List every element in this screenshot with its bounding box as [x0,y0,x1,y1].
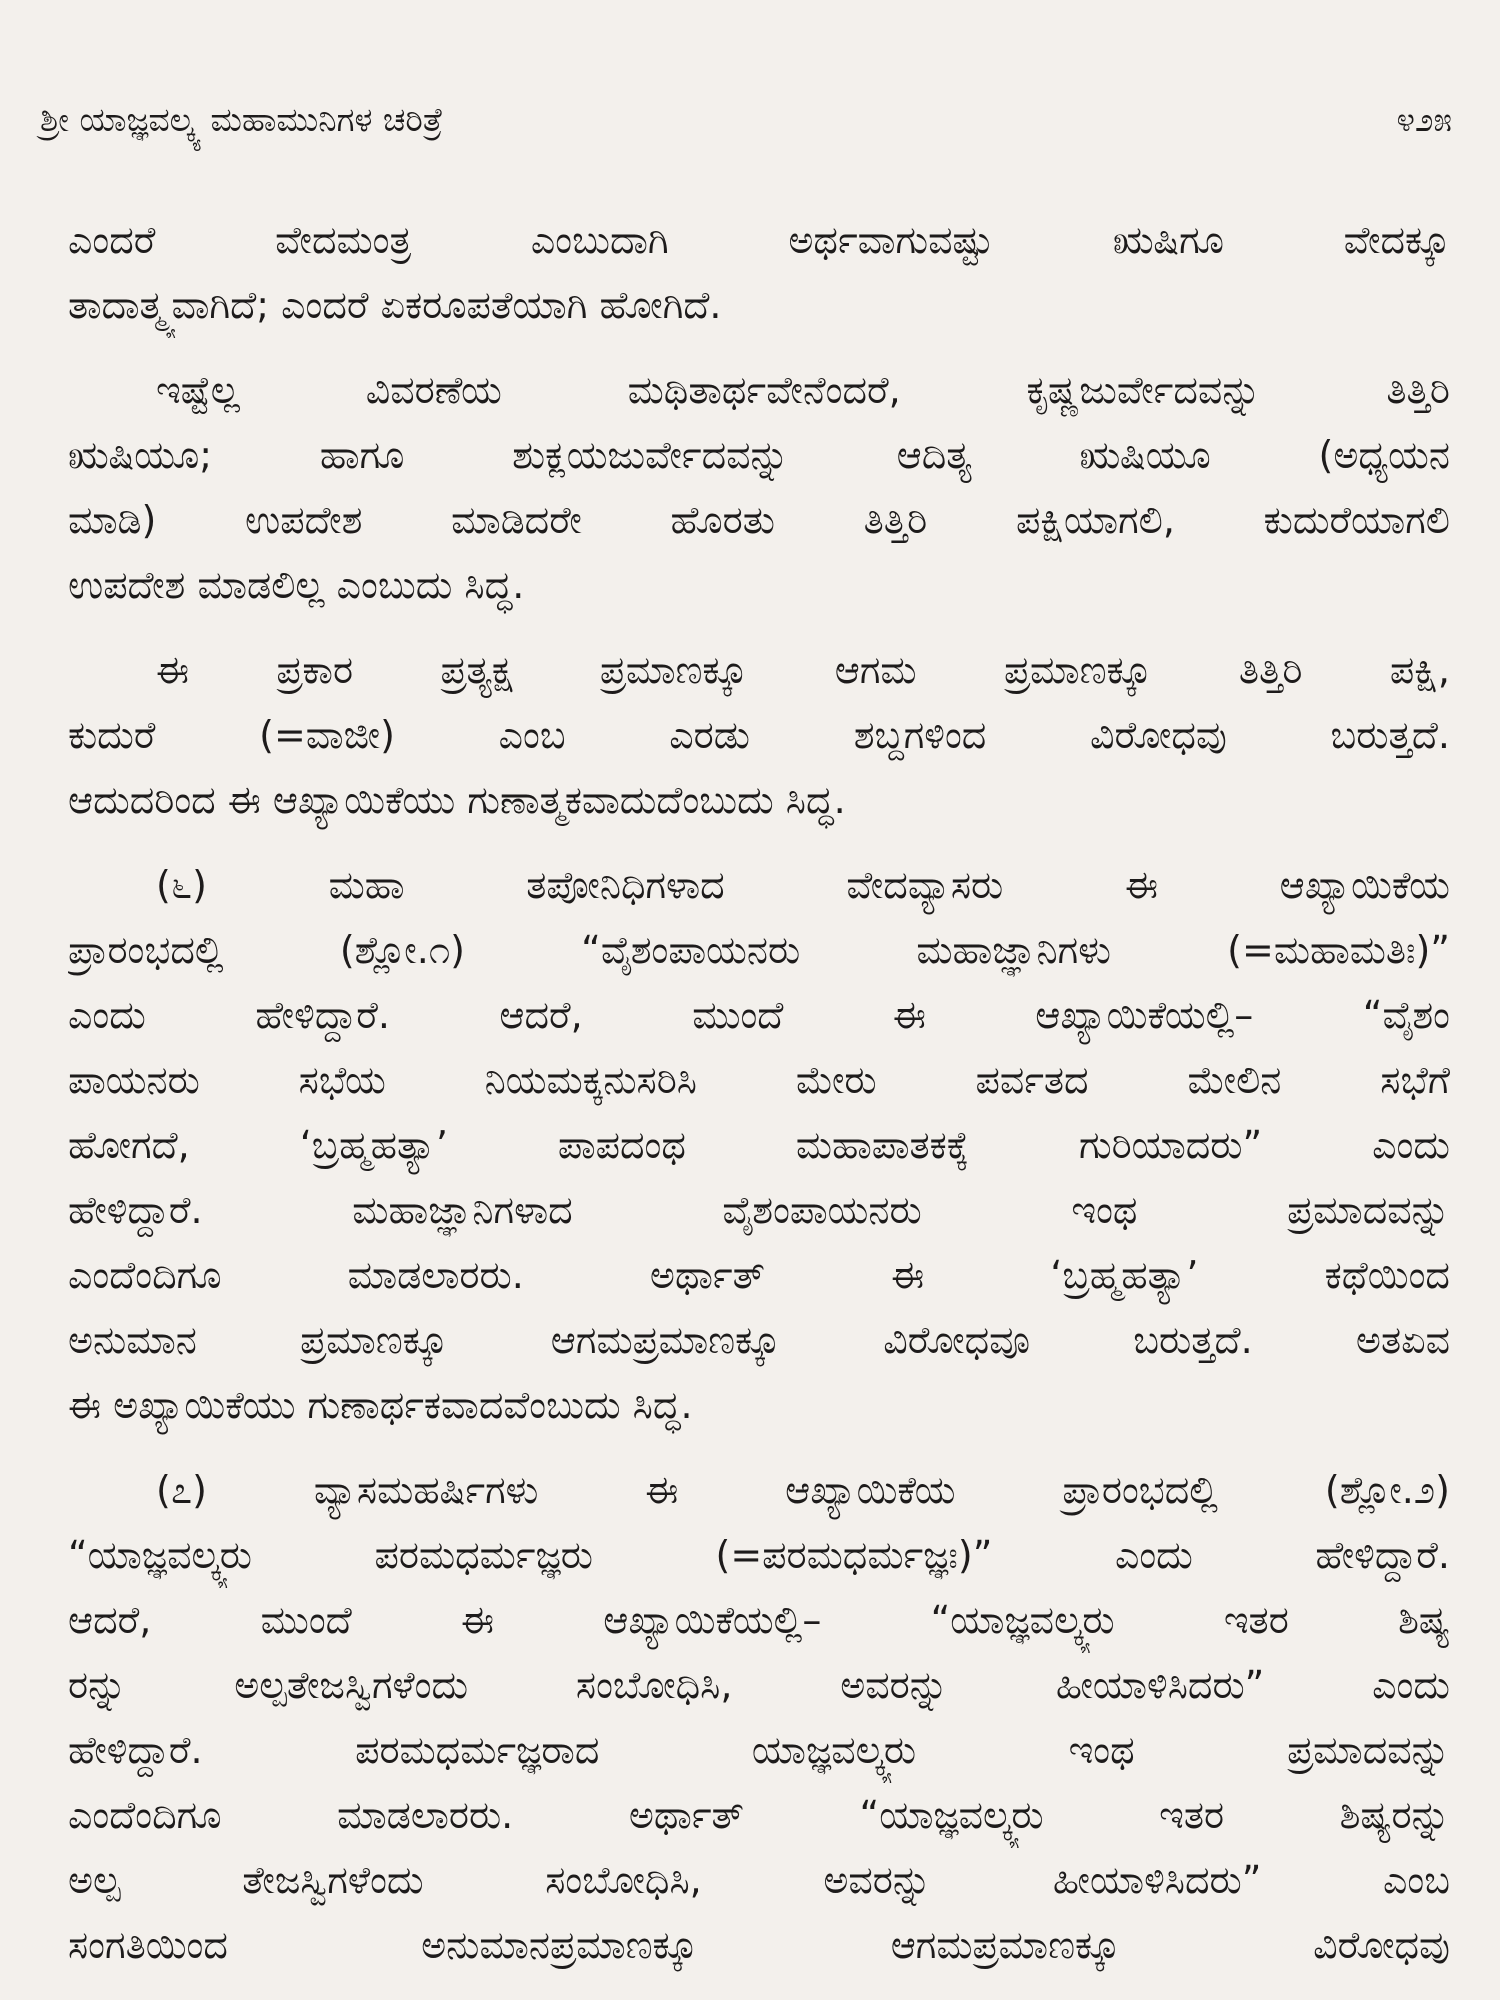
text-line: ಮಾಡಿ) ಉಪದೇಶ ಮಾಡಿದರೇ ಹೊರತು ತಿತ್ತಿರಿ ಪಕ್ಷಿಯಾಗಲಿ, ಕುದುರೆಯಾಗಲಿ [68,498,1450,542]
text-line: ಈ ಪ್ರಕಾರ ಪ್ರತ್ಯಕ್ಷ ಪ್ರಮಾಣಕ್ಕೂ ಆಗಮ ಪ್ರಮಾಣಕ್ಕೂ ತಿತ್ತಿರಿ ಪಕ್ಷಿ, [156,648,1450,692]
text-line: ಹೇಳಿದ್ದಾರೆ. ಪರಮಧರ್ಮಜ್ಞರಾದ ಯಾಜ್ಞವಲ್ಕ್ಯರು ಇಂಥ ಪ್ರಮಾದವನ್ನು [68,1728,1450,1772]
text-line: ಈ ಅಖ್ಯಾಯಿಕೆಯು ಗುಣಾರ್ಥಕವಾದವೆಂಬುದು ಸಿದ್ಧ. [68,1383,693,1427]
text-line: ಅಲ್ಪ ತೇಜಸ್ವಿಗಳೆಂದು ಸಂಬೋಧಿಸಿ, ಅವರನ್ನು ಹೀಯಾಳಿಸಿದರು” ಎಂಬ [68,1858,1450,1902]
text-line: ಹೇಳಿದ್ದಾರೆ. ಮಹಾಜ್ಞಾನಿಗಳಾದ ವೈಶಂಪಾಯನರು ಇಂಥ ಪ್ರಮಾದವನ್ನು [68,1188,1450,1232]
text-line: ಪ್ರಾರಂಭದಲ್ಲಿ (ಶ್ಲೋ.೧) “ವೈಶಂಪಾಯನರು ಮಹಾಜ್ಞಾನಿಗಳು (=ಮಹಾಮತಿಃ)” [68,928,1450,972]
text-line: (೭) ವ್ಯಾಸಮಹರ್ಷಿಗಳು ಈ ಆಖ್ಯಾಯಿಕೆಯ ಪ್ರಾರಂಭದಲ್ಲಿ (ಶ್ಲೋ.೨) [156,1468,1450,1512]
text-line: ಕುದುರೆ (=ವಾಜೀ) ಎಂಬ ಎರಡು ಶಬ್ದಗಳಿಂದ ವಿರೋಧವು ಬರುತ್ತದೆ. [68,713,1450,757]
book-title: ಶ್ರೀ ಯಾಜ್ಞವಲ್ಕ್ಯ ಮಹಾಮುನಿಗಳ ಚರಿತ್ರೆ [40,100,444,139]
text-line: ಎಂದರೆ ವೇದಮಂತ್ರ ಎಂಬುದಾಗಿ ಅರ್ಥವಾಗುವಷ್ಟು ಋಷಿಗೂ ವೇದಕ್ಕೂ [68,218,1450,262]
text-line: ರನ್ನು ಅಲ್ಪತೇಜಸ್ವಿಗಳೆಂದು ಸಂಬೋಧಿಸಿ, ಅವರನ್ನು ಹೀಯಾಳಿಸಿದರು” ಎಂದು [68,1663,1450,1707]
running-header [40,100,1452,140]
text-line: ಎಂದು ಹೇಳಿದ್ದಾರೆ. ಆದರೆ, ಮುಂದೆ ಈ ಆಖ್ಯಾಯಿಕೆಯಲ್ಲಿ– “ವೈಶಂ [68,993,1450,1037]
paragraph [68,1458,1450,1978]
text-line: ತಾದಾತ್ಮ್ಯವಾಗಿದೆ; ಎಂದರೆ ಏಕರೂಪತೆಯಾಗಿ ಹೋಗಿದೆ. [68,283,722,327]
paragraph [68,208,1450,338]
text-line: ಇಷ್ಟೆಲ್ಲ ವಿವರಣೆಯ ಮಥಿತಾರ್ಥವೇನೆಂದರೆ, ಕೃಷ್ಣಜುರ್ವೇದವನ್ನು ತಿತ್ತಿರಿ [156,368,1450,412]
text-line: ಋಷಿಯೂ; ಹಾಗೂ ಶುಕ್ಲಯಜುರ್ವೇದವನ್ನು ಆದಿತ್ಯ ಋಷಿಯೂ (ಅಧ್ಯಯನ [68,433,1450,477]
paragraph [68,638,1450,833]
text-line: ಎಂದೆಂದಿಗೂ ಮಾಡಲಾರರು. ಅರ್ಥಾತ್ ಈ ‘ಬ್ರಹ್ಮಹತ್ಯಾ’ ಕಥೆಯಿಂದ [68,1253,1450,1297]
text-line: ಎಂದೆಂದಿಗೂ ಮಾಡಲಾರರು. ಅರ್ಥಾತ್ “ಯಾಜ್ಞವಲ್ಕ್ಯರು ಇತರ ಶಿಷ್ಯರನ್ನು [68,1793,1450,1837]
text-line: ಅನುಮಾನ ಪ್ರಮಾಣಕ್ಕೂ ಆಗಮಪ್ರಮಾಣಕ್ಕೂ ವಿರೋಧವೂ ಬರುತ್ತದೆ. ಅತಏವ [68,1318,1450,1362]
text-line: ಆದರೆ, ಮುಂದೆ ಈ ಆಖ್ಯಾಯಿಕೆಯಲ್ಲಿ– “ಯಾಜ್ಞವಲ್ಕ್ಯರು ಇತರ ಶಿಷ್ಯ [68,1598,1450,1642]
text-line: ಆದುದರಿಂದ ಈ ಆಖ್ಯಾಯಿಕೆಯು ಗುಣಾತ್ಮಕವಾದುದೆಂಬುದು ಸಿದ್ಧ. [68,778,846,822]
text-line: “ಯಾಜ್ಞವಲ್ಕ್ಯರು ಪರಮಧರ್ಮಜ್ಞರು (=ಪರಮಧರ್ಮಜ್ಞಃ)” ಎಂದು ಹೇಳಿದ್ದಾರೆ. [68,1533,1450,1577]
paragraph [68,853,1450,1438]
text-line: ಉಪದೇಶ ಮಾಡಲಿಲ್ಲ ಎಂಬುದು ಸಿದ್ಧ. [68,563,525,607]
page-number: ೪೨೫ [1396,100,1452,139]
text-line: ಪಾಯನರು ಸಭೆಯ ನಿಯಮಕ್ಕನುಸರಿಸಿ ಮೇರು ಪರ್ವತದ ಮೇಲಿನ ಸಭೆಗೆ [68,1058,1450,1102]
paragraph [68,358,1450,618]
text-line: ಸಂಗತಿಯಿಂದ ಅನುಮಾನಪ್ರಮಾಣಕ್ಕೂ ಆಗಮಪ್ರಮಾಣಕ್ಕೂ ವಿರೋಧವು [68,1923,1450,1967]
text-line: ಹೋಗದೆ, ‘ಬ್ರಹ್ಮಹತ್ಯಾ’ ಪಾಪದಂಥ ಮಹಾಪಾತಕಕ್ಕೆ ಗುರಿಯಾದರು” ಎಂದು [68,1123,1450,1167]
text-line: (೬) ಮಹಾ ತಪೋನಿಧಿಗಳಾದ ವೇದವ್ಯಾಸರು ಈ ಆಖ್ಯಾಯಿಕೆಯ [156,863,1450,907]
body-text [68,208,1450,1998]
